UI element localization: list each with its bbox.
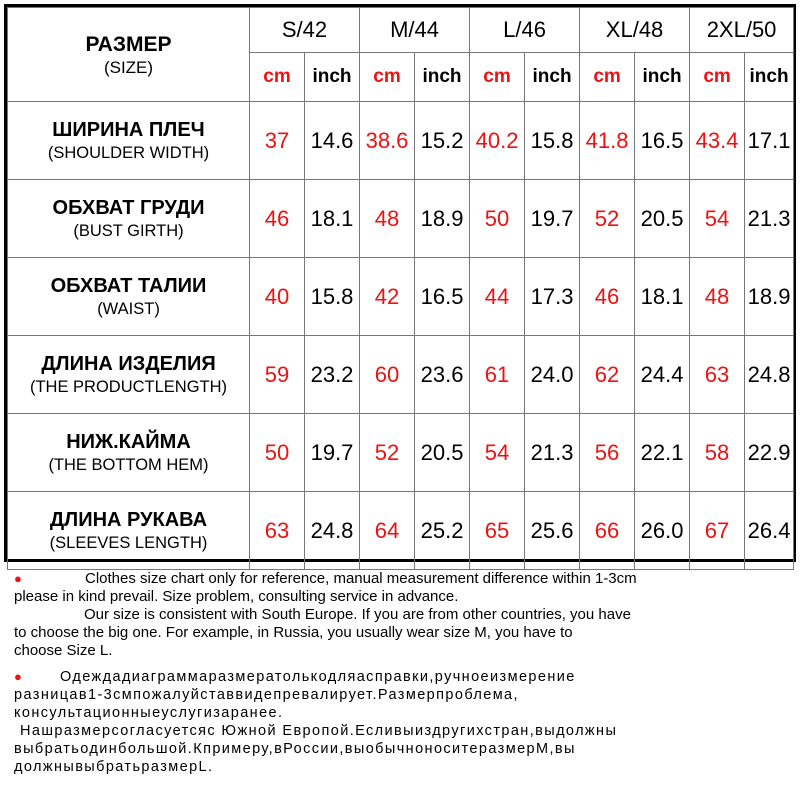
value-2xl-cm: 43.4 [690,102,745,180]
size-header-subtitle: (SIZE) [103,57,154,77]
english-note-text-4: to choose the big one. For example, in Russia, you usually wear size M, you have to [14,624,573,641]
value-l-cm: 50 [470,180,525,258]
bullet-dot-icon: ● [14,571,22,586]
value-m-inch: 16.5 [415,258,470,336]
value-2xl-cm: 67 [690,492,745,570]
unit-inch: inch [525,53,580,102]
value-2xl-inch: 24.8 [745,336,794,414]
value-s-cm: 63 [250,492,305,570]
measurement-row [8,492,794,570]
english-note-text-5: choose Size L. [14,642,113,659]
unit-inch: inch [745,53,794,102]
size-label-m: M/44 [360,8,470,53]
value-xl-cm: 66 [580,492,635,570]
english-note-line [14,570,794,588]
value-m-inch: 20.5 [415,414,470,492]
value-l-cm: 40.2 [470,102,525,180]
value-2xl-inch: 17.1 [745,102,794,180]
size-notes [14,570,794,776]
value-s-inch: 14.6 [305,102,360,180]
value-m-cm: 52 [360,414,415,492]
value-s-inch: 15.8 [305,258,360,336]
value-2xl-cm: 54 [690,180,745,258]
value-l-cm: 54 [470,414,525,492]
english-note-text-2: please in kind prevail. Size problem, consulting service in advance. [14,588,459,605]
measurement-label-cell [8,180,250,258]
value-2xl-inch: 26.4 [745,492,794,570]
measurement-label-en: (SHOULDER WIDTH) [47,143,210,162]
value-s-inch: 24.8 [305,492,360,570]
measurement-row [8,336,794,414]
unit-cm: cm [250,53,305,102]
bullet-dot-icon: ● [14,669,22,684]
size-header-row [8,8,794,53]
value-m-cm: 64 [360,492,415,570]
measurement-label-ru: ШИРИНА ПЛЕЧ [52,118,205,141]
value-m-inch: 25.2 [415,492,470,570]
measurement-label-en: (THE PRODUCTLENGTH) [29,377,228,396]
measurement-label-cell [8,492,250,570]
value-2xl-inch: 21.3 [745,180,794,258]
english-note-text-3: Our size is consistent with South Europe. If you are from other countries, you have [84,606,631,623]
size-label-s: S/42 [250,8,360,53]
value-m-inch: 18.9 [415,180,470,258]
value-2xl-inch: 22.9 [745,414,794,492]
measurement-label-cell [8,102,250,180]
value-l-inch: 15.8 [525,102,580,180]
english-note [14,570,794,660]
size-chart-table [7,7,794,570]
size-header-title: РАЗМЕР [85,32,172,56]
unit-cm: cm [690,53,745,102]
value-m-inch: 23.6 [415,336,470,414]
value-xl-inch: 16.5 [635,102,690,180]
measurement-label-en: (SLEEVES LENGTH) [49,533,208,552]
measurement-label-cell [8,414,250,492]
english-note-line [14,606,794,624]
value-xl-inch: 18.1 [635,258,690,336]
value-s-cm: 50 [250,414,305,492]
russian-note-text-5: выбратьодинбольшой.Кпримеру,вРоссии,выобычноноситеразмерМ,вы [14,741,576,757]
value-s-cm: 59 [250,336,305,414]
russian-note-text-3: консультационныеуслугизаранее. [14,705,284,721]
value-s-inch: 23.2 [305,336,360,414]
russian-note-text-2: разницав1-3смпожалуйставвидепревалирует.Размерпроблема, [14,687,519,703]
size-chart-frame [4,4,796,562]
russian-note-line [14,722,794,740]
measurement-label-ru: НИЖ.КАЙМА [66,430,191,453]
size-label-l: L/46 [470,8,580,53]
value-xl-cm: 41.8 [580,102,635,180]
value-l-cm: 61 [470,336,525,414]
measurement-label-ru: ОБХВАТ ТАЛИИ [50,274,207,297]
measurement-label-ru: ДЛИНА РУКАВА [49,508,208,531]
measurement-row [8,180,794,258]
measurement-label-cell [8,258,250,336]
measurement-label-ru: ОБХВАТ ГРУДИ [52,196,205,219]
measurement-row [8,414,794,492]
value-m-cm: 38.6 [360,102,415,180]
russian-note [14,668,794,776]
unit-cm: cm [470,53,525,102]
russian-note-text-6: должнывыбратьразмерL. [14,759,214,775]
english-note-text-1: Clothes size chart only for reference, manual measurement difference within 1-3cm [85,570,637,587]
value-s-cm: 40 [250,258,305,336]
unit-inch: inch [635,53,690,102]
measurement-label-en: (THE BOTTOM HEM) [48,455,209,474]
unit-inch: inch [415,53,470,102]
value-xl-inch: 22.1 [635,414,690,492]
value-l-inch: 17.3 [525,258,580,336]
value-s-inch: 18.1 [305,180,360,258]
value-s-inch: 19.7 [305,414,360,492]
size-label-2xl: 2XL/50 [690,8,794,53]
russian-note-text-1: Одеждадиаграммаразмератолькодляасправки,ручноеизмерение [60,669,576,685]
value-l-inch: 21.3 [525,414,580,492]
value-l-cm: 65 [470,492,525,570]
value-2xl-inch: 18.9 [745,258,794,336]
value-xl-inch: 26.0 [635,492,690,570]
value-2xl-cm: 63 [690,336,745,414]
measurement-row [8,102,794,180]
value-l-inch: 24.0 [525,336,580,414]
russian-note-text-4: Нашразмерсогласуетсяс Южной Европой.Есливыиздругихстран,выдолжны [20,723,618,739]
value-xl-cm: 52 [580,180,635,258]
value-m-cm: 48 [360,180,415,258]
unit-inch: inch [305,53,360,102]
measurement-label-cell [8,336,250,414]
measurement-label-ru: ДЛИНА ИЗДЕЛИЯ [41,352,216,375]
value-m-cm: 42 [360,258,415,336]
unit-cm: cm [580,53,635,102]
value-2xl-cm: 58 [690,414,745,492]
size-chart-body [8,8,794,570]
value-m-inch: 15.2 [415,102,470,180]
measurement-label-en: (WAIST) [97,299,160,318]
value-xl-inch: 24.4 [635,336,690,414]
size-header-cell [8,8,250,102]
value-s-cm: 46 [250,180,305,258]
value-xl-inch: 20.5 [635,180,690,258]
value-l-cm: 44 [470,258,525,336]
value-xl-cm: 62 [580,336,635,414]
value-l-inch: 25.6 [525,492,580,570]
value-m-cm: 60 [360,336,415,414]
russian-note-line [14,668,794,686]
value-xl-cm: 56 [580,414,635,492]
measurement-row [8,258,794,336]
measurement-label-en: (BUST GIRTH) [73,221,184,240]
value-xl-cm: 46 [580,258,635,336]
value-2xl-cm: 48 [690,258,745,336]
size-label-xl: XL/48 [580,8,690,53]
value-s-cm: 37 [250,102,305,180]
unit-cm: cm [360,53,415,102]
value-l-inch: 19.7 [525,180,580,258]
